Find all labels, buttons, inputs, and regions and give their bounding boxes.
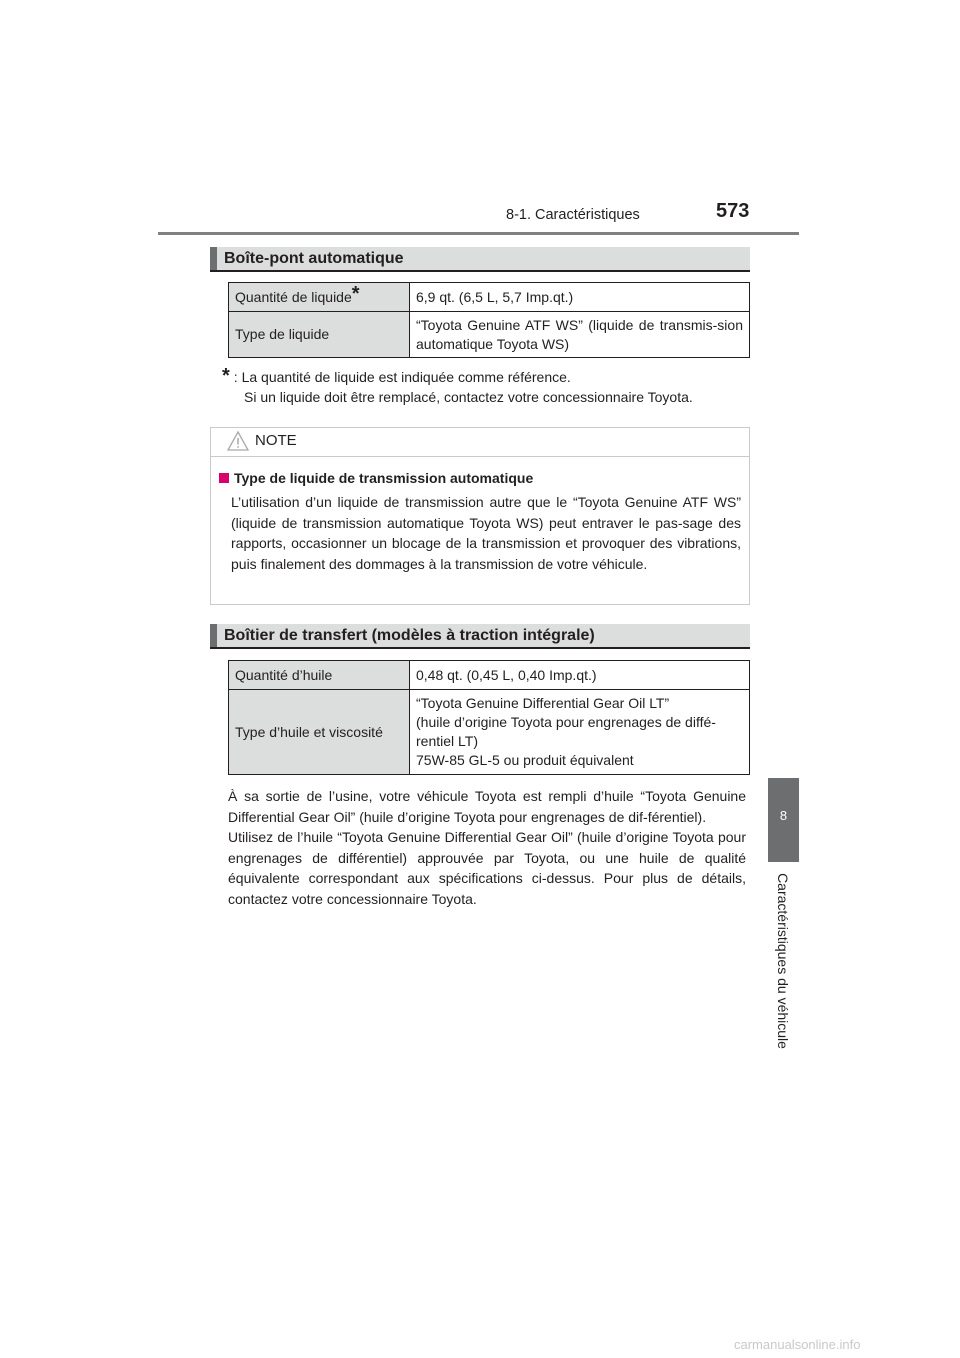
body-text	[228, 786, 746, 909]
watermark: carmanualsonline.info	[734, 1337, 861, 1352]
note-subheading-text: Type de liquide de transmission automatique	[234, 470, 534, 486]
chapter-tab[interactable]	[768, 778, 799, 862]
section-heading-automatic-transaxle	[210, 247, 750, 272]
header-rule	[158, 232, 799, 235]
oil-quantity-value: 0,48 qt. (0,45 L, 0,40 Imp.qt.)	[410, 661, 750, 690]
footnote-line-1	[222, 366, 752, 387]
note-subheading	[219, 470, 533, 486]
footnote	[222, 366, 752, 407]
transfer-case-table	[228, 660, 750, 775]
oil-type-value	[410, 690, 750, 775]
oil-type-line: (huile d’origine Toyota pour engrenages de diffé-	[416, 714, 716, 730]
warning-triangle-icon	[226, 430, 250, 452]
header-section: 8-1. Caractéristiques	[506, 207, 640, 223]
table-row	[229, 312, 750, 358]
table-cell-label	[229, 283, 410, 312]
section-heading-text: Boîte-pont automatique	[224, 250, 404, 267]
footnote-asterisk: *	[222, 365, 230, 387]
section-heading-transfer-case	[210, 624, 750, 649]
oil-quantity-label: Quantité d’huile	[229, 661, 410, 690]
note-header	[211, 428, 749, 457]
fluid-type-value: “Toyota Genuine ATF WS” (liquide de transmis-sion automatique Toyota WS)	[410, 312, 750, 358]
note-box	[210, 427, 750, 605]
oil-type-line: “Toyota Genuine Differential Gear Oil LT”	[416, 695, 670, 711]
oil-type-label: Type d’huile et viscosité	[229, 690, 410, 775]
note-body: L’utilisation d’un liquide de transmission autre que le “Toyota Genuine ATF WS” (liquide de transmission automatique Toyota WS) peut entraver le pas-sage des rapports, occasionner un blocage de la transmission et provoquer des vibrations, puis finalement des dommages à la transmission de votre véhicule.	[231, 494, 741, 572]
automatic-transaxle-table	[228, 282, 750, 358]
section-heading-text: Boîtier de transfert (modèles à traction intégrale)	[224, 627, 595, 644]
chapter-label-text: Caractéristiques du véhicule	[775, 873, 791, 1049]
bullet-square-icon	[219, 473, 229, 483]
paragraph: Utilisez de l’huile “Toyota Genuine Differential Gear Oil” (huile d’origine Toyota pour engrenages de différentiel) approuvée par Toyota, ou une huile de qualité équivalente correspondant aux spécifications ci-dessus. Pour plus de détails, contactez votre concessionnaire Toyota.	[228, 829, 746, 907]
footnote-line-2: Si un liquide doit être remplacé, contactez votre concessionnaire Toyota.	[244, 389, 693, 405]
asterisk-marker: *	[351, 283, 360, 305]
oil-type-line: 75W-85 GL-5 ou produit équivalent	[416, 752, 634, 768]
note-title: NOTE	[255, 432, 297, 449]
table-row	[229, 690, 750, 775]
chapter-number: 8	[779, 808, 788, 823]
section-heading-bar	[210, 624, 217, 647]
oil-type-line: rentiel LT)	[416, 733, 478, 749]
table-row	[229, 661, 750, 690]
paragraph: À sa sortie de l’usine, votre véhicule Toyota est rempli d’huile “Toyota Genuine Differential Gear Oil” (huile d’origine Toyota pour engrenages de dif-férentiel).	[228, 788, 746, 825]
chapter-label	[772, 870, 794, 1052]
footnote-text-1: : La quantité de liquide est indiquée comme référence.	[233, 369, 571, 385]
fluid-quantity-value: 6,9 qt. (6,5 L, 5,7 Imp.qt.)	[410, 283, 750, 312]
table-row	[229, 283, 750, 312]
fluid-quantity-label: Quantité de liquide	[235, 289, 352, 305]
section-heading-bar	[210, 247, 217, 270]
fluid-type-label: Type de liquide	[229, 312, 410, 358]
page-number: 573	[716, 200, 750, 222]
